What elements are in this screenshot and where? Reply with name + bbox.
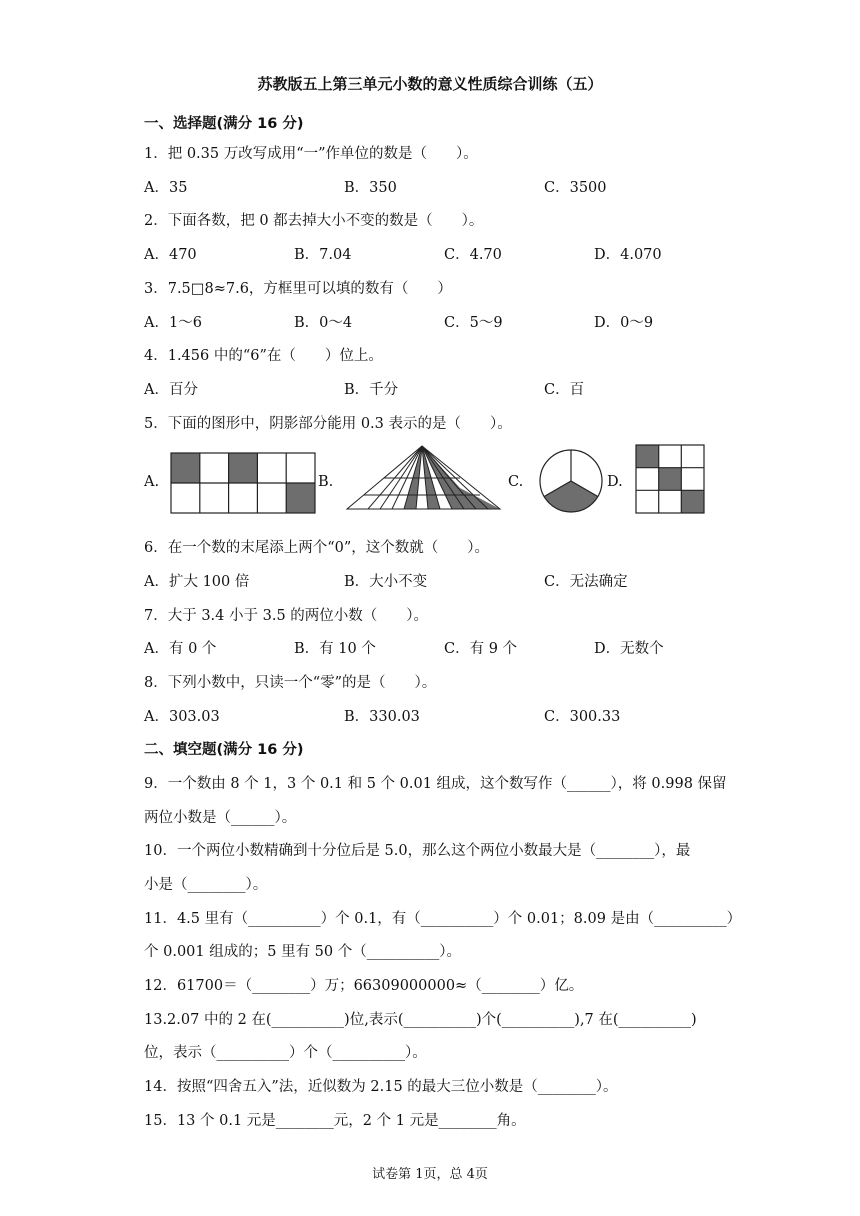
figure-a-shaded-cell [229,453,258,483]
q2-option-a[interactable]: A．470 [144,247,197,263]
q6-option-a[interactable]: A．扩大 100 倍 [144,574,250,590]
question-1: 1．把 0.35 万改写成用“一”作单位的数是（ ）。 [144,146,478,162]
q4-option-c[interactable]: C．百 [544,382,585,398]
figure-d-grid [635,444,705,514]
question-10-line-2: 小是（________）。 [144,877,268,893]
question-7: 7．大于 3.4 小于 3.5 的两位小数（ ）。 [144,608,429,624]
question-11-line-1: 11．4.5 里有（__________）个 0.1，有（__________）个 0.01；8.09 是由（__________） [144,911,742,927]
q7-option-c[interactable]: C．有 9 个 [444,641,518,657]
question-2: 2．下面各数，把 0 都去掉大小不变的数是（ ）。 [144,213,484,229]
question-14: 14．按照“四舍五入”法，近似数为 2.15 的最大三位小数是（________）。 [144,1079,618,1095]
q8-option-c[interactable]: C．300.33 [544,709,621,725]
question-9-line-1: 9．一个数由 8 个 1，3 个 0.1 和 5 个 0.01 组成，这个数写作（______），将 0.998 保留 [144,776,727,792]
figure-a-shaded-cell [286,483,315,513]
q7-option-b[interactable]: B．有 10 个 [294,641,376,657]
q3-option-a[interactable]: A．1～6 [144,315,202,331]
question-6: 6．在一个数的末尾添上两个“0”，这个数就（ ）。 [144,540,490,556]
q6-option-c[interactable]: C．无法确定 [544,574,628,590]
q3-option-c[interactable]: C．5～9 [444,315,503,331]
q6-option-b[interactable]: B．大小不变 [344,574,428,590]
q4-option-b[interactable]: B．千分 [344,382,399,398]
q8-option-b[interactable]: B．330.03 [344,709,420,725]
figure-d-shaded-cell [636,445,659,468]
figure-c-circle [536,446,606,516]
figure-c-shaded-sector [544,481,598,512]
question-9-line-2: 两位小数是（______）。 [144,810,297,826]
question-12: 12．61700＝（________）万；66309000000≈（________）亿。 [144,978,584,994]
figure-a-grid [170,452,316,514]
figure-d-shaded-cell [681,490,704,513]
q1-option-a[interactable]: A．35 [144,180,188,196]
section-heading-fill: 二、填空题(满分 16 分) [144,742,304,758]
q1-option-c[interactable]: C．3500 [544,180,607,196]
question-8: 8．下列小数中，只读一个“零”的是（ ）。 [144,675,437,691]
q2-option-b[interactable]: B．7.04 [294,247,352,263]
q5-option-d[interactable]: D. [607,474,623,490]
q2-option-d[interactable]: D．4.070 [594,247,662,263]
question-15: 15．13 个 0.1 元是________元，2 个 1 元是________角。 [144,1113,526,1129]
q3-option-d[interactable]: D．0～9 [594,315,654,331]
question-13-line-1: 13.2.07 中的 2 在(__________)位,表示(__________)个(__________),7 在(__________) [144,1012,697,1028]
q7-option-a[interactable]: A．有 0 个 [144,641,217,657]
page-footer: 试卷第 1页，总 4页 [372,1167,488,1182]
question-13-line-2: 位，表示（__________）个（__________）。 [144,1045,427,1061]
page-title: 苏教版五上第三单元小数的意义性质综合训练（五） [257,75,603,93]
figure-a-shaded-cell [171,453,200,483]
q1-option-b[interactable]: B．350 [344,180,397,196]
q4-option-a[interactable]: A．百分 [144,382,198,398]
question-10-line-1: 10．一个两位小数精确到十分位后是 5.0，那么这个两位小数最大是（________），最 [144,843,691,859]
q3-option-b[interactable]: B．0～4 [294,315,353,331]
question-3: 3．7.5□8≈7.6，方框里可以填的数有（ ） [144,281,452,297]
q2-option-c[interactable]: C．4.70 [444,247,502,263]
question-5: 5．下面的图形中，阴影部分能用 0.3 表示的是（ ）。 [144,416,512,432]
question-4: 4．1.456 中的“6”在（ ）位上。 [144,348,383,364]
figure-d-shaded-cell [659,468,682,491]
q7-option-d[interactable]: D．无数个 [594,641,664,657]
figure-b-triangle [346,444,502,512]
section-heading-choice: 一、选择题(满分 16 分) [144,116,304,132]
q5-option-a[interactable]: A. [144,474,160,490]
q5-option-c[interactable]: C. [508,474,524,490]
q8-option-a[interactable]: A．303.03 [144,709,220,725]
q5-option-b[interactable]: B. [318,474,334,490]
question-11-line-2: 个 0.001 组成的；5 里有 50 个（__________）。 [144,944,461,960]
